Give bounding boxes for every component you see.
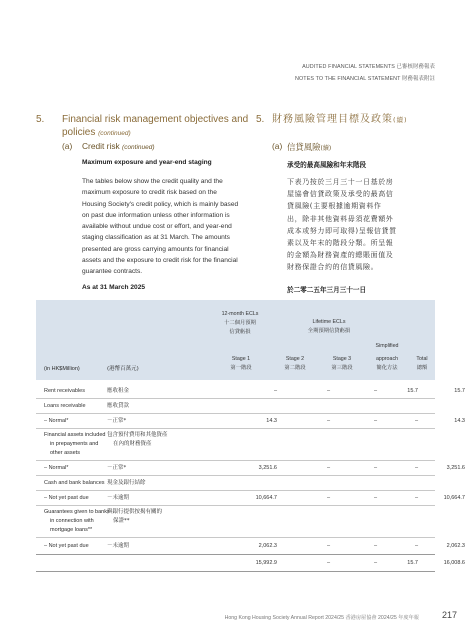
continued-zh: (續)	[393, 116, 408, 124]
table-row	[36, 399, 435, 413]
col-zh: 第一階段	[230, 365, 252, 371]
para-en-line: on past due information unless other information is	[82, 211, 230, 219]
group-header-12m-zh1: 十二個月預期	[224, 320, 256, 326]
simplified-label: Simplified	[375, 343, 399, 349]
cell-total: 10,664.7	[443, 495, 465, 501]
col-zh: 第三階段	[331, 365, 353, 371]
cell-simplified: –	[414, 465, 418, 471]
col-en: Stage 2	[285, 356, 305, 362]
para-en-line: maximum exposure to credit risk based on the	[82, 189, 217, 197]
total-stage2: –	[326, 560, 330, 566]
cell-total: 2,062.3	[446, 543, 465, 549]
cell-stage1: –	[273, 388, 277, 394]
row-label-zh-line1: 與銀行提供按揭有關的	[107, 509, 163, 515]
para-en-line: available without undue cost or effort, and year-end	[82, 223, 232, 231]
paragraph-zh	[287, 176, 437, 274]
continued-en: (continued)	[98, 130, 131, 137]
row-divider	[36, 428, 435, 429]
col-zh: 總額	[416, 365, 428, 371]
row-label-en-line2: in connection with	[50, 518, 94, 524]
row-label-en-multiline	[44, 508, 110, 535]
para-zh-line: 成本或努力即可取得)呈報信貸質	[287, 226, 397, 235]
heading-en: Maximum exposure and year-end staging	[82, 159, 212, 166]
row-label-zh-line2: 保證**	[113, 518, 130, 524]
para-en-line: guarantee contracts.	[82, 268, 143, 276]
subsection-label: (a)	[62, 141, 73, 151]
para-zh-line: 出，除非其他資料毋須花費額外	[287, 214, 394, 223]
row-divider	[36, 505, 435, 506]
table-row	[36, 461, 465, 475]
total-stage1: 15,992.9	[255, 560, 277, 566]
row-label-en-line1: Financial assets included	[44, 432, 106, 438]
row-label-en-line3: other assets	[50, 450, 80, 456]
total-total: 16,008.6	[443, 560, 465, 566]
cell-stage1: 10,664.7	[255, 495, 277, 501]
unit-zh: (港幣百萬元)	[107, 366, 139, 372]
cell-stage2: –	[326, 465, 330, 471]
section-title-en	[62, 113, 252, 140]
row-label-en-multiline	[44, 431, 105, 458]
running-header-line2: NOTES TO THE FINANCIAL STATEMENT 財務報表附註	[295, 76, 435, 82]
row-label-zh-line1: 包含預付費用和其他資產	[107, 432, 168, 438]
cell-stage2: –	[326, 388, 330, 394]
col-header-stage3	[322, 355, 362, 373]
subsection-label-zh: (a)	[272, 141, 283, 151]
group-header-lifetime-zh: 全期預期信貸虧損	[307, 328, 351, 334]
table-row	[36, 414, 465, 428]
footer-text: Hong Kong Housing Society Annual Report 2024/25 香港房屋協會 2024/25 年度年報	[224, 615, 419, 621]
row-label-zh: －正常*	[107, 418, 127, 424]
row-label-en: – Not yet past due	[44, 543, 89, 549]
total-bottom-rule	[36, 571, 435, 572]
row-label-zh: 應收貸款	[107, 403, 130, 409]
col-header-stage1	[221, 355, 261, 373]
cell-stage1: 3,251.6	[258, 465, 277, 471]
row-label-zh: 現金及銀行結餘	[107, 480, 146, 486]
row-label-en: – Normal*	[44, 465, 69, 471]
cell-total: 3,251.6	[446, 465, 465, 471]
cell-stage3: –	[373, 388, 377, 394]
cell-total: 14.3	[454, 418, 465, 424]
col-header-total	[407, 355, 437, 373]
row-label-en: Loans receivable	[44, 403, 86, 409]
para-en-line: The tables below show the credit quality and the	[82, 178, 223, 185]
as-at-zh: 於二零二五年三月三十一日	[287, 286, 367, 294]
section-number-zh: 5.	[256, 114, 265, 125]
para-en-line: Housing Society's credit policy, which is mainly based	[82, 200, 239, 208]
page-number: 217	[442, 610, 458, 620]
subsection-continued-zh: (續)	[320, 145, 332, 152]
row-label-zh-multiline	[107, 431, 168, 449]
para-en-line: assets and the exposure to credit risk for the financial	[82, 257, 238, 265]
para-zh-line: 屋協會信貸政策及承受的最高信	[287, 190, 394, 199]
cell-total: 15.7	[454, 388, 465, 394]
cell-stage3: –	[373, 418, 377, 424]
running-header-line1: AUDITED FINANCIAL STATEMENTS 已審核財務報表	[302, 64, 435, 70]
col-en: Stage 1	[231, 356, 251, 362]
unit-en: (in HK$Million)	[44, 366, 80, 372]
row-label-en-line2: in prepayments and	[50, 441, 99, 447]
row-label-zh: 應收租金	[107, 388, 130, 394]
cell-simplified: 15.7	[407, 388, 418, 394]
row-label-zh-line2: 在內的財務資產	[113, 441, 152, 447]
cell-stage3: –	[373, 465, 377, 471]
row-label-zh: －正常*	[107, 465, 127, 471]
row-divider	[36, 537, 435, 538]
table-row	[36, 539, 465, 553]
row-label-en-line1: Guarantees given to banks	[44, 509, 110, 515]
group-header-lifetime	[284, 318, 374, 336]
section-title-zh: 財務風險管理目標及政策(續)	[272, 114, 408, 125]
cell-stage3: –	[373, 495, 377, 501]
group-header-12m-en: 12-month ECLs	[221, 311, 259, 317]
section-title-en-line2: policies (continued)	[62, 127, 131, 138]
row-label-en: – Normal*	[44, 418, 69, 424]
para-en-line: staging classification as at 31 March. The amounts	[82, 234, 230, 242]
total-simplified: 15.7	[407, 560, 418, 566]
para-zh-line: 下表乃按於三月三十一日基於房	[287, 178, 394, 186]
table-row	[36, 384, 465, 398]
cell-simplified: –	[414, 495, 418, 501]
row-label-zh-multiline	[107, 508, 162, 526]
section-number: 5.	[36, 114, 45, 125]
heading-zh: 承受的最高風險和年末階段	[287, 161, 367, 169]
subsection-continued-en: (continued)	[122, 144, 155, 151]
col-zh: 簡化方法	[376, 365, 398, 371]
para-zh-line: 素以及年末的階段分類。所呈報	[287, 239, 394, 248]
row-label-zh: －未逾期	[107, 495, 130, 501]
group-header-12m-zh2: 信貸虧損	[229, 329, 251, 335]
cell-stage1: 2,062.3	[258, 543, 277, 549]
col-en: Stage 3	[332, 356, 352, 362]
row-label-en: Rent receivables	[44, 388, 85, 394]
col-zh: 第二階段	[284, 365, 306, 371]
table-total-row	[36, 556, 465, 570]
para-en-line: presented are gross carrying amounts for financial	[82, 245, 229, 253]
paragraph-en	[82, 176, 247, 278]
row-label-en: – Not yet past due	[44, 495, 89, 501]
table-row	[36, 476, 435, 490]
col-header-stage2	[275, 355, 315, 373]
row-label-en-line3: mortgage loans**	[50, 527, 93, 533]
col-header-simplified	[366, 355, 408, 373]
cell-stage2: –	[326, 418, 330, 424]
cell-simplified: –	[414, 418, 418, 424]
group-header-lifetime-en: Lifetime ECLs	[312, 319, 346, 325]
cell-stage2: –	[326, 495, 330, 501]
table-row	[36, 491, 465, 505]
row-label-zh: －未逾期	[107, 543, 130, 549]
subsection-title-en: Credit risk (continued)	[82, 141, 155, 151]
col-en: Total	[416, 356, 428, 362]
total-divider	[36, 554, 435, 555]
row-label-en: Cash and bank balances	[44, 480, 105, 486]
group-header-12m	[212, 310, 268, 337]
total-stage3: –	[373, 560, 377, 566]
cell-stage1: 14.3	[266, 418, 277, 424]
cell-stage2: –	[326, 543, 330, 549]
cell-stage3: –	[373, 543, 377, 549]
cell-simplified: –	[414, 543, 418, 549]
para-zh-line: 貸風險(主要根據逾期資料作	[287, 202, 382, 211]
section-title-en-line1: Financial risk management objectives and	[62, 114, 249, 125]
as-at-en: As at 31 March 2025	[82, 284, 146, 291]
col-en: approach	[375, 356, 399, 362]
subsection-title-zh: 信貸風險(續)	[287, 142, 332, 152]
para-zh-line: 財務保證合約的信貸風險。	[287, 263, 379, 272]
para-zh-line: 的金額為財務資產的總賬面值及	[287, 251, 394, 260]
